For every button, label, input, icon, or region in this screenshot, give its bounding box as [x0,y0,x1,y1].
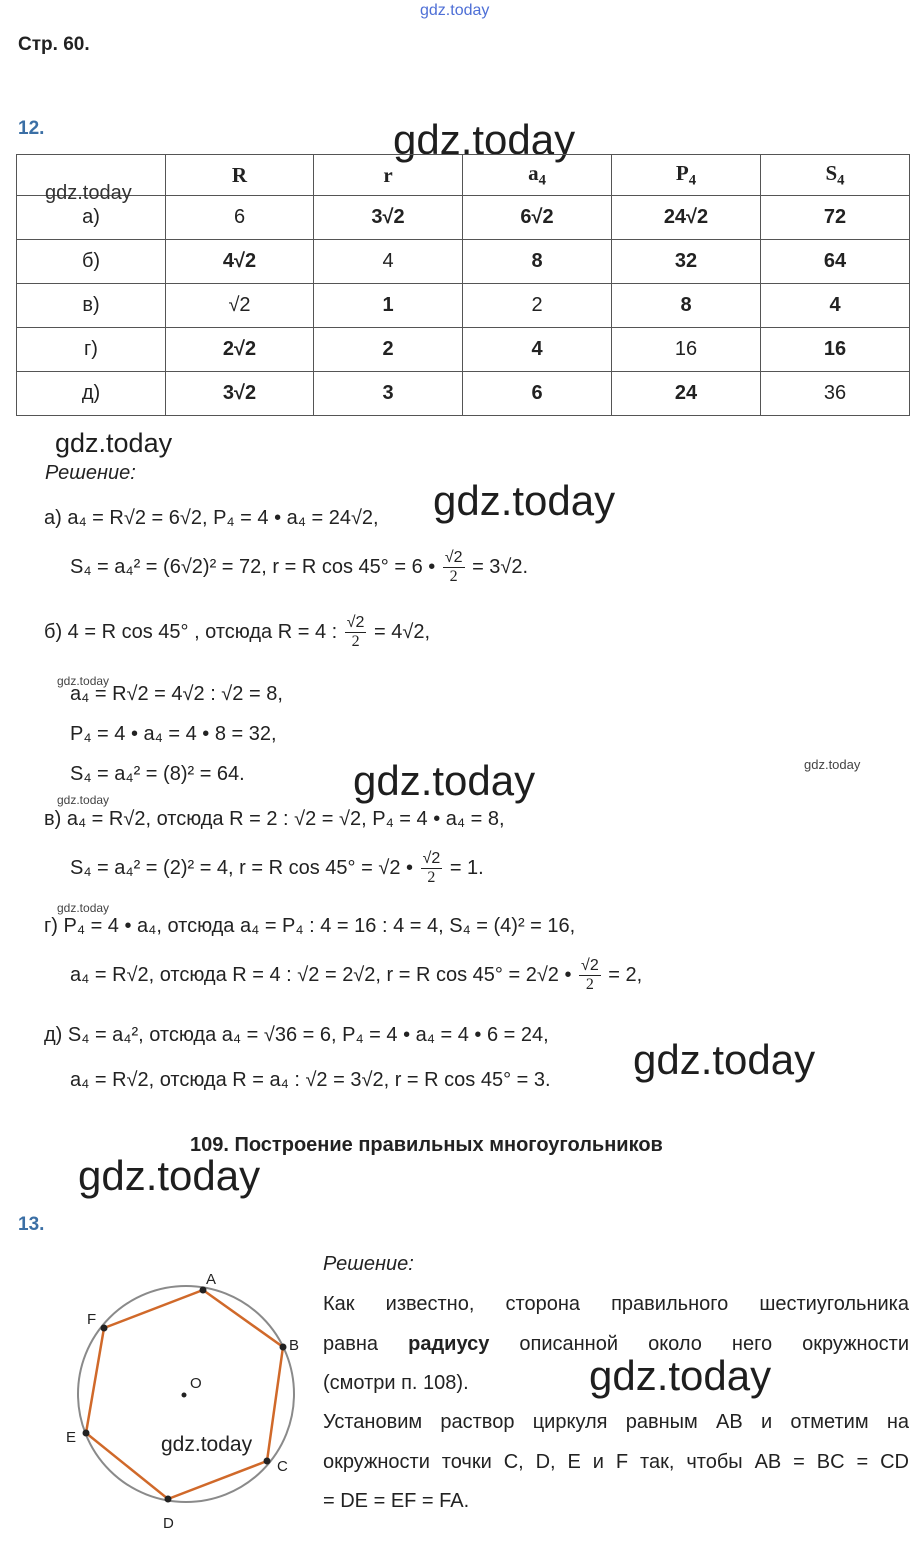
solution-line-g1: г) P₄ = 4 • a₄, отсюда a₄ = P₄ : 4 = 16 : 4 = 4, S₄ = (4)² = 16, [44,915,576,937]
table-header-row [17,155,910,196]
label-F: F [87,1311,97,1328]
table-cell: 4 [761,284,910,328]
row-label: д) [17,372,166,416]
watermark: gdz.today [804,757,861,772]
table-cell: 6√2 [463,196,612,240]
task-12-number: 12. [18,118,45,139]
watermark: gdz.today [589,1352,772,1399]
solution-label-13: Решение: [323,1253,414,1275]
point-E [83,1430,90,1437]
table-cell: 24√2 [612,196,761,240]
point-D [165,1496,172,1503]
solution-label: Решение: [45,462,136,484]
solution-line-v1: в) a₄ = R√2, отсюда R = 2 : √2 = √2, P₄ = 4 • a₄ = 8, [44,808,505,830]
table-cell: 36 [761,372,910,416]
table-cell: 6 [463,372,612,416]
table-row [17,196,910,240]
table-cell: 8 [463,240,612,284]
fraction: $\frac{√2}{2}$ [444,549,463,586]
table-cell: 2 [314,328,463,372]
point-F [101,1325,108,1332]
watermark: gdz.today [433,477,616,524]
watermark: gdz.today [393,116,576,163]
row-label: г) [17,328,166,372]
solution-line-b4: S₄ = a₄² = (8)² = 64. [70,763,245,785]
table-cell: 3 [314,372,463,416]
label-D: D [163,1515,174,1532]
task-12-table [16,154,910,416]
task-13-number: 13. [18,1214,45,1235]
table-cell: 64 [761,240,910,284]
header-a4: $a_4$ [463,155,612,196]
watermark: gdz.today [55,428,173,458]
solution-line-b1: б) 4 = R cos 45° , отсюда R = 4 : $\frac{√2}{2}$ = 4√2, [44,614,431,651]
watermark: gdz.today [633,1036,816,1083]
table-cell: 16 [612,328,761,372]
solution-text-line: Установим раствор циркуля равным AB и отметим на [323,1411,909,1433]
watermark: gdz.today [78,1152,261,1199]
table-cell: 16 [761,328,910,372]
table-cell: 6 [166,196,314,240]
solution-line-d2: a₄ = R√2, отсюда R = a₄ : √2 = 3√2, r = R cos 45° = 3. [70,1069,551,1091]
solution-line-a2: S₄ = a₄² = (6√2)² = 72, r = R cos 45° = 6 • $\frac{√2}{2}$ = 3√2. [70,549,529,586]
table-cell: 4 [463,328,612,372]
table-cell: 8 [612,284,761,328]
watermark-top: gdz.today [420,2,490,19]
table-cell: 3√2 [166,372,314,416]
table-cell: 2 [463,284,612,328]
fraction: $\frac{√2}{2}$ [422,850,441,887]
row-label: в) [17,284,166,328]
solution-text-line: равна радиусу описанной около него окружности [323,1333,909,1355]
table-cell: 24 [612,372,761,416]
fraction: $\frac{√2}{2}$ [581,957,599,994]
solution-text-line: Как известно, сторона правильного шестиугольника [323,1293,909,1315]
section-heading: 109. Построение правильных многоугольников [190,1134,663,1156]
watermark: gdz.today [57,901,110,915]
fraction: $\frac{√2}{2}$ [346,614,365,651]
header-P4: $P_4$ [612,155,761,196]
table-row [17,328,910,372]
table-cell: 32 [612,240,761,284]
point-B [280,1344,287,1351]
watermark: gdz.today [353,757,536,804]
watermark: gdz.today [57,793,110,807]
solution-line-b3: P₄ = 4 • a₄ = 4 • 8 = 32, [70,723,277,745]
label-B: B [289,1337,300,1354]
table-cell: 2√2 [166,328,314,372]
label-C: C [277,1458,288,1475]
solution-text-line: окружности точки C, D, E и F так, чтобы AB = BC = CD [323,1451,909,1473]
solution-line-b2: a₄ = R√2 = 4√2 : √2 = 8, [70,683,283,705]
solution-line-a1: а) a₄ = R√2 = 6√2, P₄ = 4 • a₄ = 24√2, [44,507,379,529]
solution-line-d1: д) S₄ = a₄², отсюда a₄ = √36 = 6, P₄ = 4 • a₄ = 4 • 6 = 24, [44,1024,549,1046]
label-O: O [190,1375,202,1392]
table-cell: 4√2 [166,240,314,284]
solution-line-v2: S₄ = a₄² = (2)² = 4, r = R cos 45° = √2 • $\frac{√2}{2}$ = 1. [70,850,484,887]
hexagon-figure [60,1264,310,1534]
row-label: б) [17,240,166,284]
solution-text-line: (смотри п. 108). [323,1372,469,1394]
watermark: gdz.today [45,182,132,204]
header-S4: $S_4$ [761,155,910,196]
page-title: Стр. 60. [18,34,90,55]
solution-text-line: = DE = EF = FA. [323,1490,470,1512]
label-A: A [206,1271,217,1288]
solution-line-g2: a₄ = R√2, отсюда R = 4 : √2 = 2√2, r = R cos 45° = 2√2 • $\frac{√2}{2}$ = 2, [70,957,643,994]
watermark: gdz.today [161,1433,253,1456]
watermark: gdz.today [57,674,110,688]
point-C [264,1458,271,1465]
table-cell: 72 [761,196,910,240]
header-r: r [314,155,463,196]
table-cell: 1 [314,284,463,328]
table-row [17,372,910,416]
table-cell: 4 [314,240,463,284]
label-E: E [66,1429,77,1446]
header-R: R [166,155,314,196]
table-row [17,284,910,328]
point-O [182,1393,187,1398]
table-cell: √2 [166,284,314,328]
table-cell: 3√2 [314,196,463,240]
row-label: а) [17,196,166,240]
table-row [17,240,910,284]
